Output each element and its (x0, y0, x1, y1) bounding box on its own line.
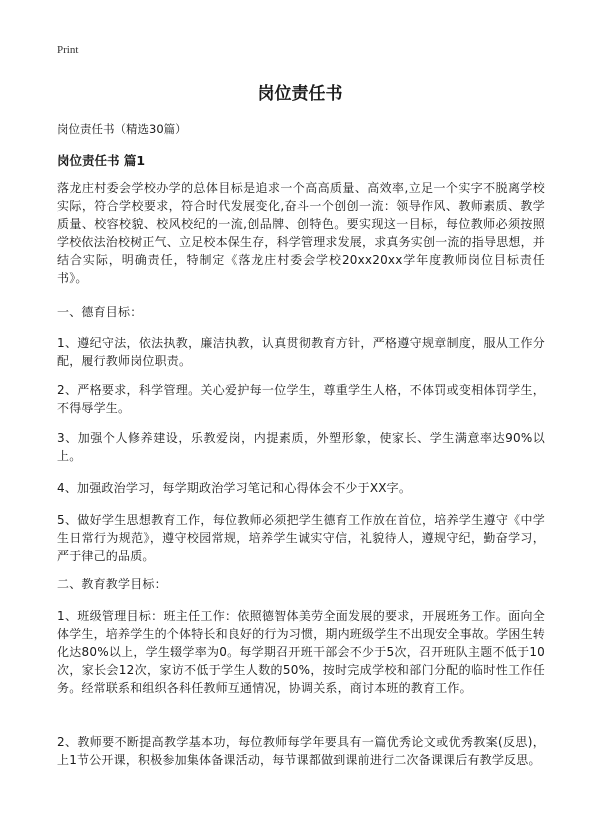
teaching-goal-item-2: 2、教师要不断提高教学基本功，每位教师每学年要具有一篇优秀论文或优秀教案(反思)，上1节公开课，积极参加集体备课活动，每节课都做到课前进行二次备课课后有教学反思。 (57, 735, 545, 767)
moral-goal-item-1: 1、遵纪守法，依法执教，廉洁执教，认真贯彻教育方针，严格遵守规章制度，服从工作分配，履行教师岗位职责。 (57, 336, 545, 368)
moral-goals-heading: 一、德育目标： (57, 305, 143, 319)
section-heading: 岗位责任书 篇1 (57, 153, 146, 168)
moral-goal-item-2: 2、严格要求，科学管理。关心爱护每一位学生，尊重学生人格，不体罚或变相体罚学生，不得辱学生。 (57, 383, 545, 415)
intro-paragraph: 落龙庄村委会学校办学的总体目标是追求一个高高质量、高效率,立足一个实字不脱离学校实际，符合学校要求，符合时代发展变化,奋斗一个创创一流：领导作风、教师素质、教学质量、校容校貌、校风校纪的一流,创品牌、创特色。要实现这一目标，每位教师必须按照学校依法治校树正气、立足校本保生存，科学管理求发展，求真务实创一流的指导思想，并结合实际，明确责任，特制定《落龙庄村委会学校20xx20xx学年度教师岗位目标责任书》。 (57, 181, 546, 285)
teaching-goals-heading: 二、教育教学目标： (57, 577, 167, 591)
document-subtitle: 岗位责任书（精选30篇） (57, 122, 187, 136)
page-title: 岗位责任书 (257, 84, 343, 104)
print-link[interactable]: Print (57, 44, 79, 56)
moral-goal-item-5: 5、做好学生思想教育工作，每位教师必须把学生德育工作放在首位，培养学生遵守《中学生日常行为规范》，遵守校园常规，培养学生诚实守信，礼貌待人，遵规守纪，勤奋学习，严于律己的品质。 (57, 513, 545, 563)
moral-goal-item-3: 3、加强个人修养建设，乐教爱岗，内提素质，外塑形象，使家长、学生满意率达90%以上。 (57, 431, 545, 463)
teaching-goal-item-1: 1、班级管理目标：班主任工作：依照德智体美劳全面发展的要求，开展班务工作。面向全体学生，培养学生的个体特长和良好的行为习惯，期内班级学生不出现安全事故。学困生转化达80%以上，学生辍学率为0。每学期召开班干部会不少于5次，召开班队主题不低于10次，家长会12次，家访不低于学生人数的50%，按时完成学校和部门分配的临时性工作任务。经常联系和组织各科任教师互通情况，协调关系，商讨本班的教育工作。 (57, 609, 546, 695)
moral-goal-item-4: 4、加强政治学习，每学期政治学习笔记和心得体会不少于XX字。 (57, 481, 412, 495)
